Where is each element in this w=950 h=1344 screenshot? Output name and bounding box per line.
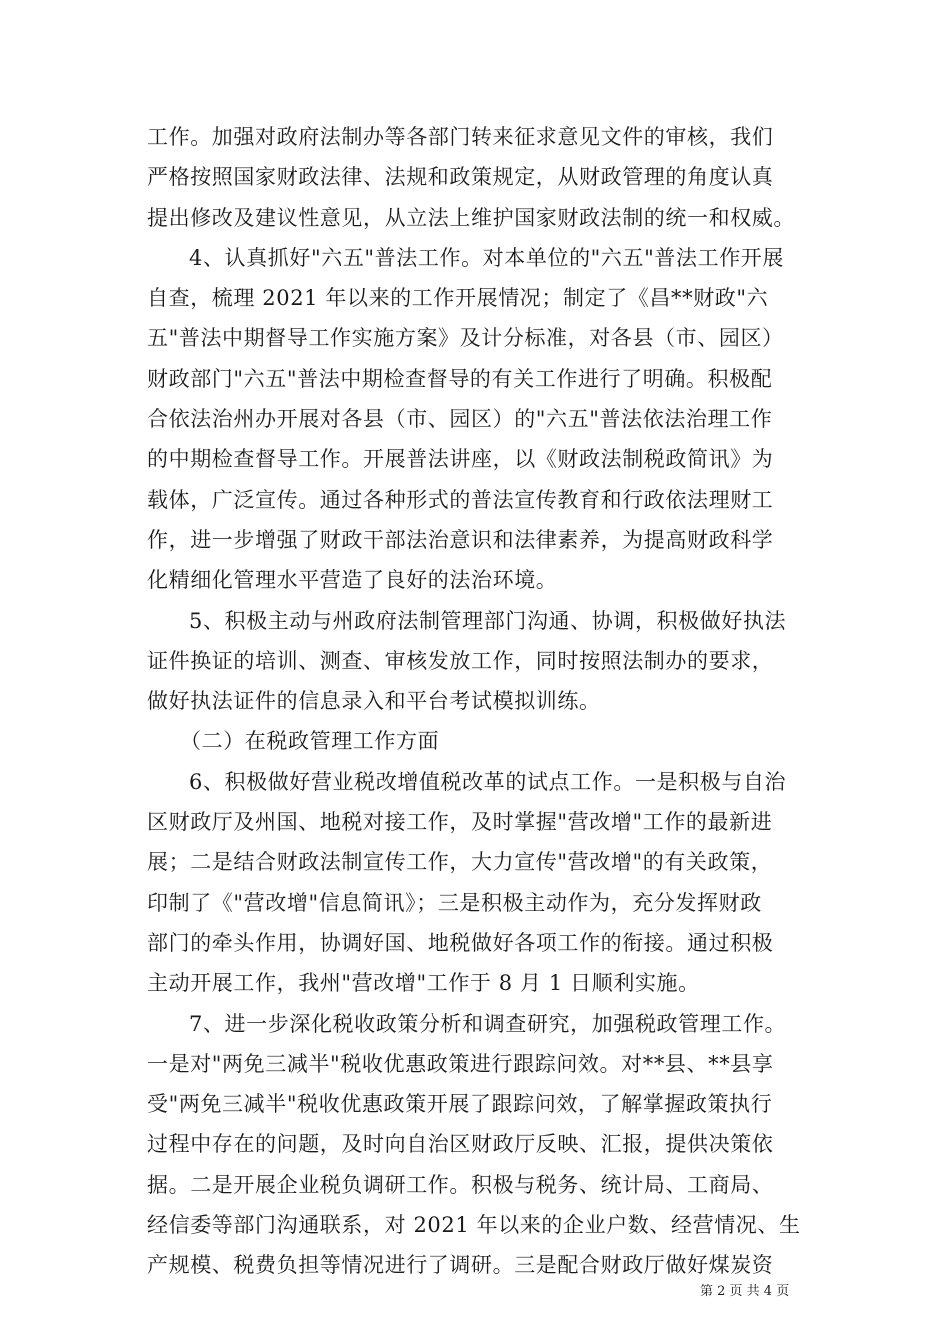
document-body: [147, 117, 807, 1286]
body-text-line: 的中期检查督导工作。开展普法讲座，以《财政法制税政简讯》为: [147, 447, 774, 472]
body-text-line: 5、积极主动与州政府法制管理部门沟通、协调，积极做好执法: [189, 608, 787, 633]
body-text-line: 4、认真抓好"六五"普法工作。对本单位的"六五"普法工作开展: [189, 245, 784, 270]
body-text-line: 据。二是开展企业税负调研工作。积极与税务、统计局、工商局、: [147, 1172, 774, 1197]
body-text-line: 严格按照国家财政法律、法规和政策规定，从财政管理的角度认真: [147, 165, 774, 190]
body-text-line: 自查，梳理 2021 年以来的工作开展情况；制定了《昌**财政"六: [147, 286, 769, 311]
body-text-line: 一是对"两免三减半"税收优惠政策进行跟踪问效。对**县、**县享: [147, 1051, 774, 1076]
body-text-line: 证件换证的培训、测查、审核发放工作，同时按照法制办的要求，: [147, 648, 774, 673]
body-text-line: 提出修改及建议性意见，从立法上维护国家财政法制的统一和权威。: [147, 205, 795, 230]
body-text-line: 载体，广泛宣传。通过各种形式的普法宣传教育和行政依法理财工: [147, 487, 774, 512]
body-text-line: 受"两免三减半"税收优惠政策开展了跟踪问效，了解掌握政策执行: [147, 1092, 773, 1117]
body-text-line: 展；二是结合财政法制宣传工作，大力宣传"营改增"的有关政策，: [147, 850, 773, 875]
body-text-line: 作，进一步增强了财政干部法治意识和法律素养，为提高财政科学: [147, 527, 774, 552]
body-text-line: 部门的牵头作用，协调好国、地税做好各项工作的衔接。通过积极: [147, 930, 774, 955]
body-text-line: 经信委等部门沟通联系，对 2021 年以来的企业户数、经营情况、生: [147, 1213, 801, 1238]
body-text-line: 工作。加强对政府法制办等各部门转来征求意见文件的审核，我们: [147, 125, 774, 149]
body-text-line: 化精细化管理水平营造了良好的法治环境。: [147, 568, 558, 593]
body-text-line: 过程中存在的问题，及时向自治区财政厅反映、汇报，提供决策依: [147, 1132, 774, 1157]
body-text-line: 印制了《"营改增"信息简讯》；三是积极主动作为，充分发挥财政: [147, 890, 762, 915]
body-text-line: 区财政厅及州国、地税对接工作，及时掌握"营改增"工作的最新进: [147, 810, 773, 835]
body-text-line: 五"普法中期督导工作实施方案》及计分标准，对各县（市、园区）: [147, 326, 784, 351]
body-text-line: 产规模、税费负担等情况进行了调研。三是配合财政厅做好煤炭资: [147, 1253, 774, 1278]
section-heading: （二）在税政管理工作方面: [180, 729, 440, 754]
body-text-line: 财政部门"六五"普法中期检查督导的有关工作进行了明确。积极配: [147, 366, 773, 391]
body-text-line: 6、积极做好营业税改增值税改革的试点工作。一是积极与自治: [189, 769, 787, 794]
body-text-line: 7、进一步深化税收政策分析和调查研究，加强税政管理工作。: [189, 1011, 787, 1036]
body-text-line: 主动开展工作，我州"营改增"工作于 8 月 1 日顺利实施。: [147, 971, 700, 996]
body-text-line: 做好执法证件的信息录入和平台考试模拟训练。: [147, 689, 601, 714]
body-text-line: 合依法治州办开展对各县（市、园区）的"六五"普法依法治理工作: [147, 407, 773, 432]
page-footer: 第 2 页 共 4 页: [700, 1284, 790, 1299]
